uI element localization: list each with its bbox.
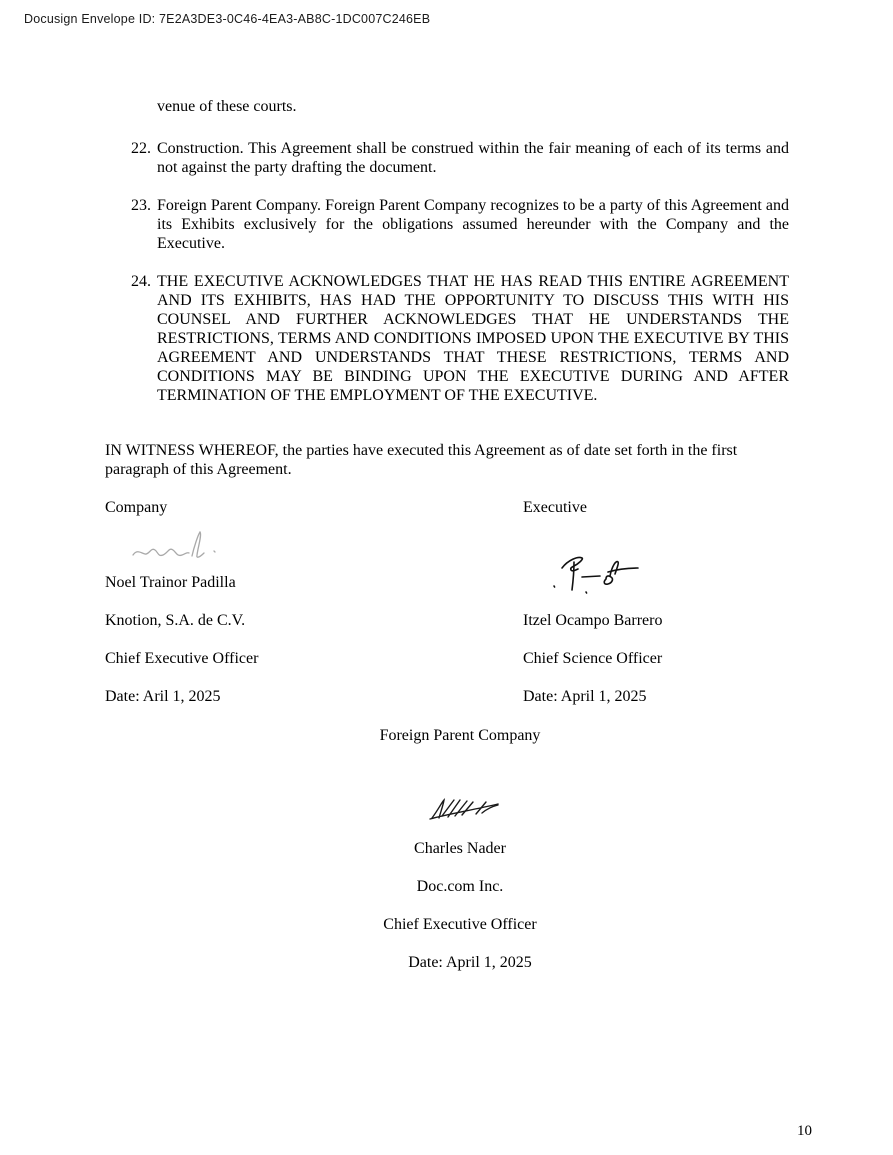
executive-signature-heading: Executive [523,499,587,516]
company-signature-image [125,528,240,572]
clause-22 [131,139,789,177]
docusign-envelope-id: Docusign Envelope ID: 7E2A3DE3-0C46-4EA3-AB8C-1DC007C246EB [24,12,431,26]
clause-24 [131,272,789,405]
clause-22-text: Construction. This Agreement shall be construed within the fair meaning of each of its terms and not against the party drafting the document. [157,140,789,176]
clause-22-number: 22. [131,140,151,157]
foreign-parent-signer-title: Chief Executive Officer [383,916,537,933]
clause-24-number: 24. [131,273,151,290]
page-number: 10 [797,1123,812,1139]
executive-signature-image [548,548,648,598]
foreign-parent-heading: Foreign Parent Company [379,727,541,744]
clause-23 [131,196,789,253]
clause-23-text: Foreign Parent Company. Foreign Parent Company recognizes to be a party of this Agreement and its Exhibits exclusively for the obligations assumed hereunder with the Company and the Executive. [157,197,789,252]
clause-21-continuation-line: venue of these courts. [157,98,297,115]
company-org-name: Knotion, S.A. de C.V. [105,612,246,629]
clause-23-number: 23. [131,197,151,214]
foreign-parent-org-name: Doc.com Inc. [416,878,504,895]
executive-signature-date: Date: April 1, 2025 [523,688,647,705]
clause-24-text: THE EXECUTIVE ACKNOWLEDGES THAT HE HAS READ THIS ENTIRE AGREEMENT AND ITS EXHIBITS, HAS HAD THE OPPORTUNITY TO DISCUSS THIS WITH HIS COUNSEL AND FURTHER ACKNOWLEDGES THAT HE UNDERSTANDS THE RESTRICTIONS, TERMS AND CONDITIONS IMPOSED UPON THE EXECUTIVE BY THIS AGREEMENT AND UNDERSTANDS THAT THESE RESTRICTIONS, TERMS AND CONDITIONS MAY BE BINDING UPON THE EXECUTIVE DURING AND AFTER TERMINATION OF THE EMPLOYMENT OF THE EXECUTIVE. [157,273,789,404]
foreign-parent-signature-date: Date: April 1, 2025 [408,954,532,971]
foreign-parent-signature-image [428,796,503,822]
company-signature-date: Date: Aril 1, 2025 [105,688,221,705]
company-signer-title: Chief Executive Officer [105,650,259,667]
witness-clause: IN WITNESS WHEREOF, the parties have executed this Agreement as of date set forth in the first paragraph of this Agreement. [105,442,738,478]
foreign-parent-signer-name: Charles Nader [414,840,506,857]
executive-signer-name: Itzel Ocampo Barrero [523,612,663,629]
company-signature-heading: Company [105,499,168,516]
company-signer-name: Noel Trainor Padilla [105,574,236,591]
executive-signer-title: Chief Science Officer [523,650,663,667]
